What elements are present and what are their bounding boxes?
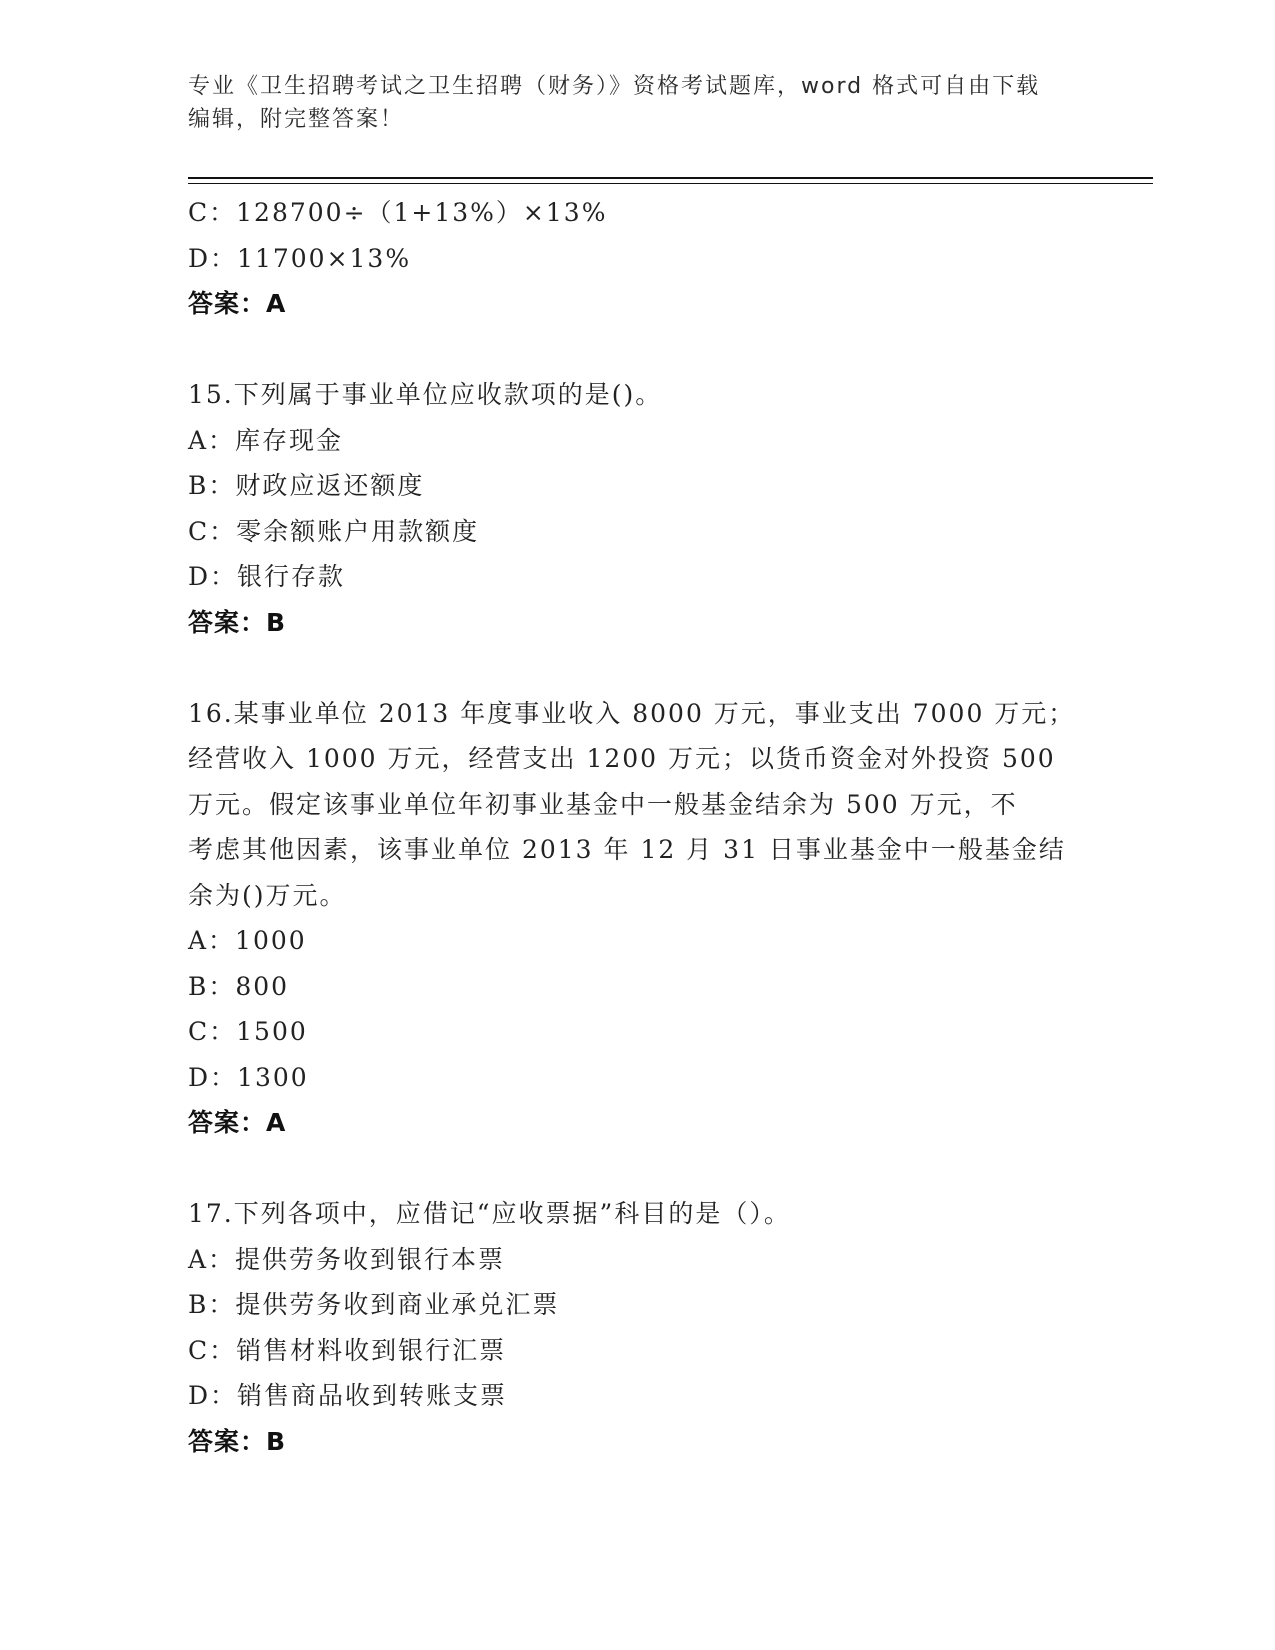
header-line-2: 编辑，附完整答案！ [188,107,405,132]
q17-stem: 17.下列各项中，应借记“应收票据”科目的是（）。 [188,1199,791,1228]
q16-answer: 答案：A [188,1108,287,1137]
page-header [188,70,1088,136]
q16-option-b: B：800 [188,971,290,1001]
question-14-tail [188,190,1088,327]
header-line-1: 专业《卫生招聘考试之卫生招聘（财务）》资格考试题库，word 格式可自由下载 [188,74,1041,99]
q16-stem-line-4: 考虑其他因素，该事业单位 2013 年 12 月 31 日事业基金中一般基金结 [188,835,1066,864]
header-rule-thick [188,177,1153,179]
question-15 [188,372,1088,645]
q17-option-a: A：提供劳务收到银行本票 [188,1244,506,1274]
q16-option-c: C：1500 [188,1017,308,1046]
q14-option-c: C：128700÷（1+13%）×13% [188,198,608,227]
q16-stem-line-5: 余为()万元。 [188,880,347,910]
q17-option-d: D：销售商品收到转账支票 [188,1381,508,1410]
q17-option-c: C：销售材料收到银行汇票 [188,1335,507,1365]
q16-stem-line-3: 万元。假定该事业单位年初事业基金中一般基金结余为 500 万元，不 [188,789,1018,819]
q17-answer: 答案：B [188,1426,287,1456]
spacer [188,1146,1088,1192]
q16-stem-line-1: 16.某事业单位 2013 年度事业收入 8000 万元，事业支出 7000 万元； [188,698,1076,728]
q14-answer: 答案：A [188,289,287,318]
q16-stem-line-2: 经营收入 1000 万元，经营支出 1200 万元；以货币资金对外投资 500 [188,744,1056,773]
spacer [188,645,1088,691]
question-16 [188,691,1088,1146]
q15-option-d: D：银行存款 [188,562,346,591]
header-rule-thin [188,183,1153,184]
q15-stem: 15.下列属于事业单位应收款项的是()。 [188,380,663,409]
spacer [188,327,1088,373]
question-17 [188,1191,1088,1464]
q15-option-b: B：财政应返还额度 [188,471,425,500]
q15-answer: 答案：B [188,607,287,637]
q16-option-a: A：1000 [188,926,307,955]
q15-option-a: A：库存现金 [188,425,344,455]
q15-option-c: C：零余额账户用款额度 [188,516,480,546]
question-list [188,190,1088,1464]
q14-option-d: D：11700×13% [188,243,412,273]
q16-option-d: D：1300 [188,1062,309,1092]
q17-option-b: B：提供劳务收到商业承兑汇票 [188,1290,560,1319]
